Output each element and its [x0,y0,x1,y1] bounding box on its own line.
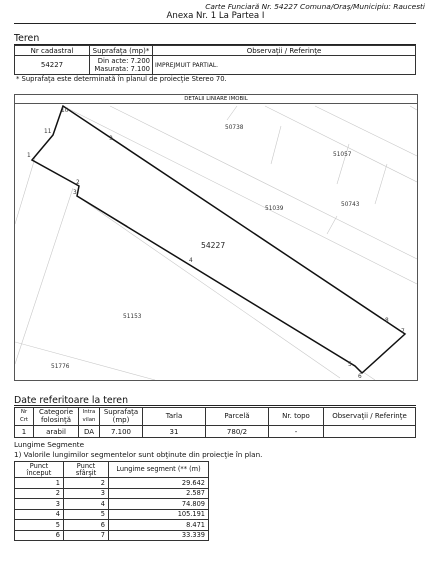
suprafata-masurata: Masurata: 7.100 [94,65,150,73]
segments-table [14,461,209,541]
cell-punct-inceput: 4 [15,509,64,520]
neighbor-boundary [63,106,417,284]
suprafata-din-acte: Din acte: 7.200 [97,57,150,65]
cell-nr-topo: - [269,426,324,438]
col-nr-topo: Nr. topo [269,408,324,426]
map-title: DETALII LINIARE IMOBIL [15,95,417,104]
neighbor-parcel-label: 51153 [123,314,142,320]
cell-punct-inceput: 5 [15,520,64,531]
neighbor-parcel-label: 51057 [333,152,352,158]
suprafata-value [90,56,153,75]
point-label: 5 [348,362,352,368]
neighbor-parcel-label: 50743 [341,202,360,208]
parcel-map [14,94,418,381]
cell-punct-inceput: 1 [15,478,64,489]
teren-section-title: Teren [14,33,40,44]
cell-punct-sfarsit: 6 [64,520,109,531]
point-label: 3 [73,190,77,196]
point-label: 10 [61,108,69,114]
cell-lungime: 105.191 [109,509,209,520]
neighbor-parcel-label: 50738 [225,125,244,131]
cell-observatii [324,426,416,438]
segments-note: 1) Valorile lungimilor segmentelor sunt obţinute din proiecţie în plan. [14,450,263,459]
col-parcela: Parcelă [206,408,269,426]
col-punct-inceput: Punct început [15,462,64,478]
point-label: 2 [76,180,80,186]
cell-punct-sfarsit: 5 [64,509,109,520]
point-label: 8 [385,318,389,324]
col-intravilan: Intra vilan [79,408,100,426]
cell-lungime: 8.471 [109,520,209,531]
neighbor-boundary [337,144,349,184]
date-teren-title: Date referitoare la teren [14,395,129,406]
table-row [15,530,209,541]
cell-punct-sfarsit: 4 [64,499,109,510]
cell-tarla: 31 [143,426,206,438]
cell-punct-inceput: 6 [15,530,64,541]
point-label: 11 [44,129,52,135]
cadastral-reference: Carte Funciară Nr. 54227 Comuna/Oraş/Municipiu: Raucesti [205,2,425,11]
date-teren-table [14,407,416,438]
neighbor-boundary [410,106,417,110]
surface-footnote: * Suprafaţa este determinată în planul de proiecţie Stereo 70. [16,75,227,83]
teren-table [14,45,416,75]
point-label: 4 [189,258,193,264]
point-label: 6 [358,374,362,380]
cell-punct-inceput: 3 [15,499,64,510]
cell-categorie: arabil [34,426,79,438]
neighbor-boundary [327,216,337,234]
point-label: 7 [401,329,405,335]
neighbor-parcel-label: 51039 [265,206,284,212]
parcel-label: 54227 [201,241,226,250]
col-categorie: Categorie folosinţă [34,408,79,426]
cell-punct-sfarsit: 2 [64,478,109,489]
cell-punct-inceput: 2 [15,488,64,499]
point-label: 1 [27,153,31,159]
cell-lungime: 74.809 [109,499,209,510]
neighbor-boundary [77,196,340,378]
neighbor-boundary [271,126,281,164]
col-nr-crt: Nr Crt [15,408,34,426]
cell-punct-sfarsit: 3 [64,488,109,499]
col-suprafata: Suprafaţa (mp)* [90,46,153,56]
col-lungime-segment: Lungime segment (** (m) [109,462,209,478]
table-row [15,488,209,499]
cell-lungime: 29.642 [109,478,209,489]
cell-nr-crt: 1 [15,426,34,438]
neighbor-boundary [375,164,387,204]
header-divider [14,23,416,24]
point-label: 9 [109,136,113,142]
table-row [15,509,209,520]
neighbor-parcel-label: 51776 [51,364,70,370]
observatii-value: IMPREJMUIT PARTIAL. [153,56,416,75]
neighbor-boundary [15,342,155,380]
cell-punct-sfarsit: 7 [64,530,109,541]
parcel-map-drawing [15,104,417,380]
neighbor-boundary [110,106,417,259]
parcel-boundary [32,106,405,373]
neighbor-boundary [15,158,35,224]
neighbor-boundary [15,188,73,364]
table-row [15,520,209,531]
cell-lungime: 2.587 [109,488,209,499]
col-observatii: Observaţii / Referinţe [153,46,416,56]
neighbor-boundary [227,106,237,120]
col-tarla: Tarla [143,408,206,426]
date-teren-divider [14,405,416,406]
annex-title: Anexa Nr. 1 La Partea I [166,11,265,21]
neighbor-boundary [315,106,417,156]
nr-cadastral-value: 54227 [15,56,90,75]
cell-intravilan: DA [79,426,100,438]
table-row [15,426,416,438]
segments-title: Lungime Segmente [14,440,85,449]
table-row [15,478,209,489]
cell-parcela: 780/2 [206,426,269,438]
cell-lungime: 33.339 [109,530,209,541]
table-row [15,499,209,510]
col-suprafata-mp: Suprafaţa (mp) [100,408,143,426]
cell-suprafata: 7.100 [100,426,143,438]
col-punct-sfarsit: Punct sfârşit [64,462,109,478]
col-observatii-referinte: Observaţii / Referinţe [324,408,416,426]
col-nr-cadastral: Nr cadastral [15,46,90,56]
